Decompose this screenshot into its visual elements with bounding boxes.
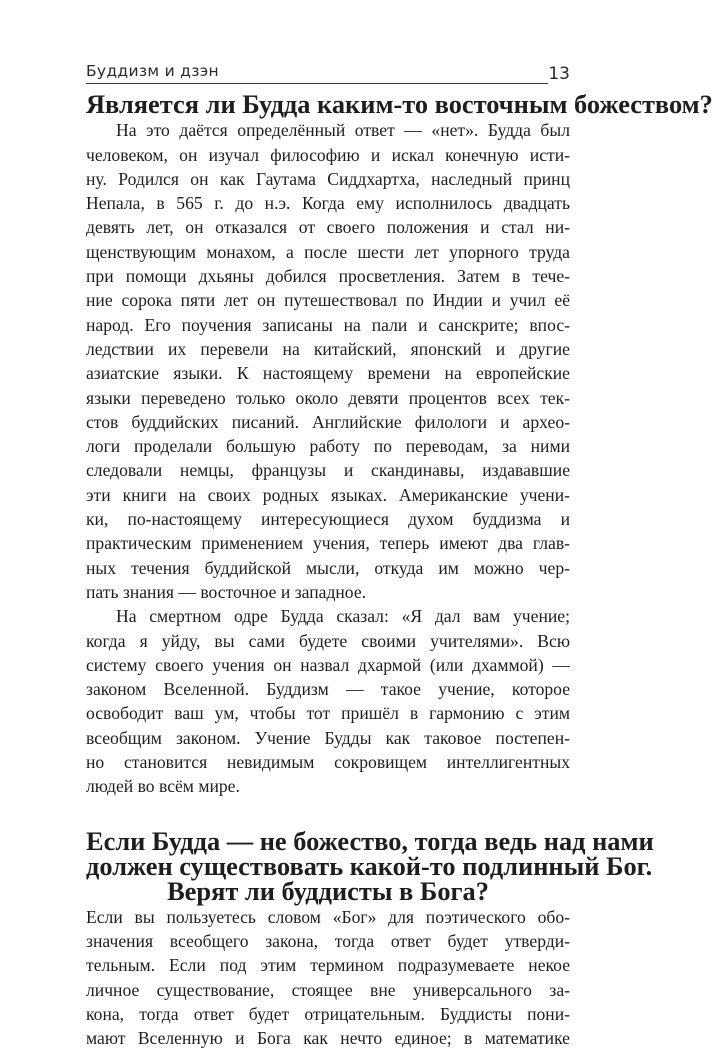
text-line: ки, по-настоящему интересующиеся духом буддизма и bbox=[86, 509, 570, 530]
text-line: но становится невидимым сокровищем интеллигентных bbox=[86, 752, 570, 773]
text-line: ных течения буддийской мысли, откуда им можно чер- bbox=[86, 557, 570, 578]
section-heading-buddhists-god bbox=[86, 825, 654, 906]
header-rule bbox=[86, 83, 548, 84]
section-heading-buddha-deity bbox=[86, 89, 713, 119]
text-line: человеком, он изучал философию и искал конечную исти- bbox=[86, 144, 570, 165]
text-line: личное существование, стоящее вне универсального за- bbox=[86, 979, 570, 1000]
text-line: народ. Его поучения записаны на пали и санскрите; впос- bbox=[86, 314, 570, 335]
text-line: людей во всём мире. bbox=[86, 776, 240, 797]
text-line: азиатские языки. К настоящему времени на европейские bbox=[86, 363, 570, 384]
running-title: Буддизм и дзэн bbox=[86, 62, 219, 80]
heading-line: Верят ли буддисты в Бога? bbox=[167, 875, 489, 906]
page-number: 13 bbox=[548, 64, 570, 84]
text-line: тельным. Если под этим термином подразумеваете некое bbox=[86, 955, 570, 976]
heading-line: Если Будда — не божество, тогда ведь над нами bbox=[86, 825, 654, 856]
text-line: стов буддийских писаний. Английские филологи и архео- bbox=[86, 411, 570, 432]
text-line: систему своего учения он назвал дхармой (или дхаммой) — bbox=[86, 654, 570, 675]
text-line: всеобщим законом. Учение Будды как таковое постепен- bbox=[86, 727, 570, 748]
text-line: мают Вселенную и Бога как нечто единое; в математике bbox=[86, 1028, 570, 1049]
text-line: следовали немцы, французы и скандинавы, издававшие bbox=[86, 460, 570, 481]
heading-line: Является ли Будда каким-то восточным божеством? bbox=[86, 89, 713, 119]
text-line: эти книги на своих родных языках. Американские учени- bbox=[86, 484, 570, 505]
text-line: ну. Родился он как Гаутама Сиддхартха, наследный принц bbox=[86, 168, 570, 189]
text-line: законом Вселенной. Буддизм — такое учение, которое bbox=[86, 679, 570, 700]
text-line: когда я уйду, вы сами будете своими учителями». Всю bbox=[86, 630, 570, 651]
page-body bbox=[86, 89, 713, 1050]
text-line: Непала, в 565 г. до н.э. Когда ему исполнилось двадцать bbox=[86, 193, 570, 214]
text-line: при помощи дхьяны добился просветления. Затем в тече- bbox=[86, 266, 570, 287]
paragraph-deathbed-teaching bbox=[86, 604, 570, 798]
text-line: кона, тогда ответ будет отрицательным. Буддисты пони- bbox=[86, 1003, 570, 1024]
text-line: На смертном одре Будда сказал: «Я дал вам учение; bbox=[116, 606, 570, 627]
text-line: пать знания — восточное и западное. bbox=[86, 581, 367, 602]
text-line: девять лет, он отказался от своего положения и стал ни- bbox=[86, 217, 570, 238]
text-line: практическим применением учения, теперь имеют два глав- bbox=[86, 533, 570, 554]
text-line: На это даётся определённый ответ — «нет». Будда был bbox=[116, 120, 570, 141]
text-line: значения всеобщего закона, тогда ответ будет утверди- bbox=[86, 930, 570, 951]
text-line: ледствии их перевели на китайский, японский и другие bbox=[86, 338, 570, 359]
text-line: освободит ваш ум, чтобы тот пришёл в гармонию с этим bbox=[86, 703, 570, 724]
text-line: Если вы пользуетесь словом «Бог» для поэтического обо- bbox=[86, 906, 570, 927]
text-line: логи проделали большую работу по переводам, за ними bbox=[86, 436, 570, 457]
paragraph-buddha-biography bbox=[86, 118, 570, 604]
heading-line: должен существовать какой-то подлинный Бог. bbox=[86, 850, 653, 881]
text-line: щенствующим монахом, а после шести лет упорного труда bbox=[86, 241, 570, 262]
paragraph-god-answer bbox=[86, 905, 570, 1050]
text-line: ние сорока пяти лет он путешествовал по Индии и учил её bbox=[86, 290, 570, 311]
text-line: языки переведено только около девяти процентов всех тек- bbox=[86, 387, 570, 408]
